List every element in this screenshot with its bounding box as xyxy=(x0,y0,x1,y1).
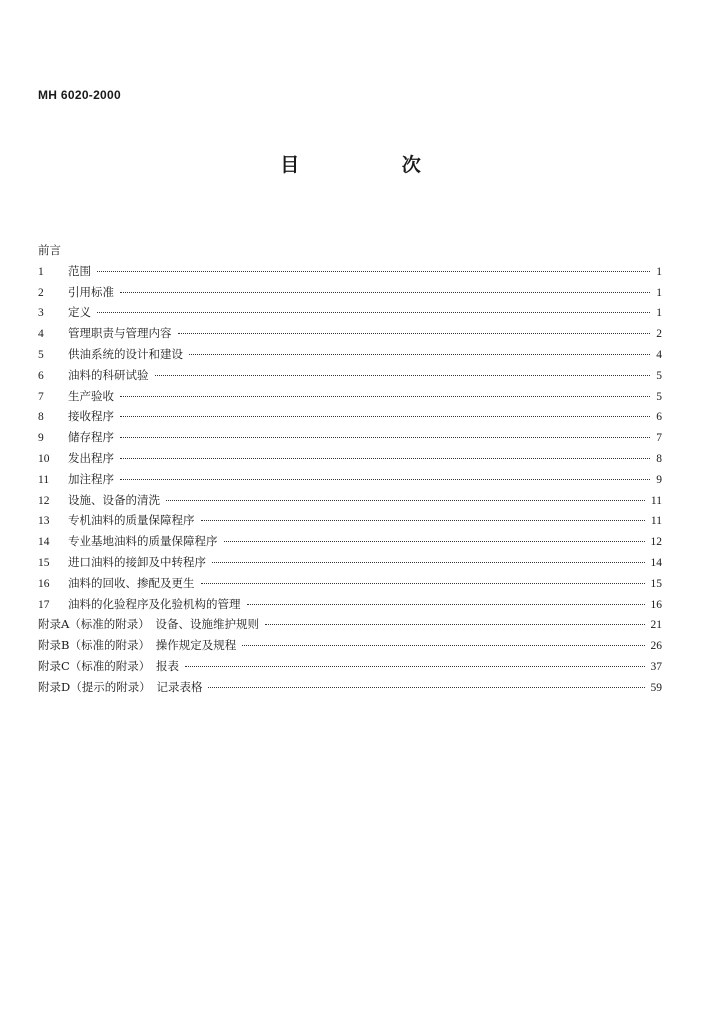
toc-dot-leader xyxy=(265,624,644,625)
toc-entry-number: 12 xyxy=(38,494,50,507)
toc-entry-label: 油料的科研试验 xyxy=(68,367,149,382)
toc-dot-leader xyxy=(247,604,645,605)
toc-entry-page: 5 xyxy=(656,390,662,403)
toc-dot-leader xyxy=(201,583,645,584)
toc-dot-leader xyxy=(120,396,650,397)
toc-entry[interactable] xyxy=(38,490,662,511)
toc-entry-number: 8 xyxy=(38,411,44,424)
toc-entry-label: 进口油料的接卸及中转程序 xyxy=(68,554,206,569)
document-code: MH 6020-2000 xyxy=(38,88,121,102)
toc-entry-page: 6 xyxy=(656,411,662,424)
toc-entry[interactable] xyxy=(38,323,662,344)
toc-entry-label: 附录D（提示的附录） 记录表格 xyxy=(38,679,203,694)
toc-dot-leader xyxy=(120,416,650,417)
toc-entry-label: 储存程序 xyxy=(68,430,114,445)
toc-entry-page: 21 xyxy=(650,619,662,632)
toc-entry-page: 4 xyxy=(656,348,662,361)
toc-dot-leader xyxy=(185,666,644,667)
toc-entry-label: 前言 xyxy=(38,243,61,257)
toc-entry-page: 1 xyxy=(656,265,662,278)
toc-entry-label: 专机油料的质量保障程序 xyxy=(68,513,195,528)
toc-entry-page: 5 xyxy=(656,369,662,382)
toc-entry-number: 14 xyxy=(38,536,50,549)
toc-entry[interactable] xyxy=(38,406,662,427)
toc-entry-number: 7 xyxy=(38,390,44,403)
toc-entry-label: 专业基地油料的质量保障程序 xyxy=(68,534,218,549)
toc-entry[interactable] xyxy=(38,677,662,698)
toc-entry-label: 附录A（标准的附录） 设备、设施维护规则 xyxy=(38,617,260,632)
toc-dot-leader xyxy=(155,375,651,376)
toc-dot-leader xyxy=(120,479,650,480)
toc-entry[interactable] xyxy=(38,302,662,323)
toc-entry-page: 11 xyxy=(650,494,662,507)
toc-entry[interactable] xyxy=(38,635,662,656)
toc-entry-number: 10 xyxy=(38,452,50,465)
page-title: 目 次 xyxy=(280,154,469,176)
toc-entry-page: 8 xyxy=(656,452,662,465)
toc-dot-leader xyxy=(178,333,651,334)
toc-dot-leader xyxy=(242,645,644,646)
toc-entry-page: 1 xyxy=(656,307,662,320)
toc-entry[interactable] xyxy=(38,552,662,573)
toc-entry-label: 加注程序 xyxy=(68,471,114,486)
toc-entry-page: 9 xyxy=(656,473,662,486)
toc-dot-leader xyxy=(166,500,645,501)
toc-dot-leader xyxy=(120,458,650,459)
toc-entry-number: 16 xyxy=(38,577,50,590)
toc-entry-label: 供油系统的设计和建设 xyxy=(68,346,183,361)
toc-entry[interactable] xyxy=(38,656,662,677)
toc-entry-number: 3 xyxy=(38,307,44,320)
toc-dot-leader xyxy=(120,437,650,438)
toc-entry-number: 17 xyxy=(38,598,50,611)
toc-entry-number: 13 xyxy=(38,515,50,528)
toc-entry-label: 引用标准 xyxy=(68,284,114,299)
toc-entry-page: 14 xyxy=(650,556,662,569)
toc-entry-label: 定义 xyxy=(68,305,91,320)
toc-entry-page: 7 xyxy=(656,432,662,445)
toc-entry-label: 附录C（标准的附录） 报表 xyxy=(38,658,180,673)
toc-entry-number: 6 xyxy=(38,369,44,382)
toc-entry-number: 2 xyxy=(38,286,44,299)
toc-dot-leader xyxy=(212,562,645,563)
toc-entry-label: 发出程序 xyxy=(68,450,114,465)
toc-entry-number: 1 xyxy=(38,265,44,278)
toc-entry-page: 16 xyxy=(650,598,662,611)
toc-entry-label: 附录B（标准的附录） 操作规定及规程 xyxy=(38,638,237,653)
toc-entry-label: 油料的回收、掺配及更生 xyxy=(68,575,195,590)
toc-entry-page: 15 xyxy=(650,577,662,590)
toc-entry-page: 26 xyxy=(650,640,662,653)
toc-entry-label: 设施、设备的清洗 xyxy=(68,492,160,507)
toc-entry-number: 5 xyxy=(38,348,44,361)
toc-entry-page: 11 xyxy=(650,515,662,528)
toc-entry[interactable] xyxy=(38,448,662,469)
toc-entry[interactable] xyxy=(38,240,662,261)
toc-entry[interactable] xyxy=(38,614,662,635)
table-of-contents xyxy=(38,240,662,698)
toc-entry-page: 37 xyxy=(650,660,662,673)
toc-entry[interactable] xyxy=(38,510,662,531)
toc-entry[interactable] xyxy=(38,427,662,448)
toc-entry-page: 1 xyxy=(656,286,662,299)
toc-entry-number: 15 xyxy=(38,556,50,569)
toc-entry[interactable] xyxy=(38,594,662,615)
toc-entry-page: 2 xyxy=(656,328,662,341)
toc-dot-leader xyxy=(97,312,650,313)
toc-entry[interactable] xyxy=(38,365,662,386)
toc-entry[interactable] xyxy=(38,573,662,594)
toc-dot-leader xyxy=(208,687,644,688)
toc-dot-leader xyxy=(189,354,650,355)
toc-entry-number: 9 xyxy=(38,432,44,445)
toc-entry-label: 管理职责与管理内容 xyxy=(68,326,172,341)
toc-entry[interactable] xyxy=(38,261,662,282)
toc-entry-label: 接收程序 xyxy=(68,409,114,424)
toc-dot-leader xyxy=(201,520,645,521)
toc-entry-page: 59 xyxy=(650,681,662,694)
toc-entry-page: 12 xyxy=(650,536,662,549)
toc-entry-number: 4 xyxy=(38,328,44,341)
toc-entry-number: 11 xyxy=(38,473,50,486)
toc-entry[interactable] xyxy=(38,282,662,303)
toc-entry[interactable] xyxy=(38,344,662,365)
toc-entry-label: 油料的化验程序及化验机构的管理 xyxy=(68,596,241,611)
toc-entry-label: 范围 xyxy=(68,263,91,278)
toc-entry[interactable] xyxy=(38,531,662,552)
toc-dot-leader xyxy=(120,292,650,293)
toc-entry[interactable] xyxy=(38,469,662,490)
toc-entry-label: 生产验收 xyxy=(68,388,114,403)
toc-dot-leader xyxy=(97,271,650,272)
toc-dot-leader xyxy=(224,541,645,542)
toc-entry[interactable] xyxy=(38,386,662,407)
